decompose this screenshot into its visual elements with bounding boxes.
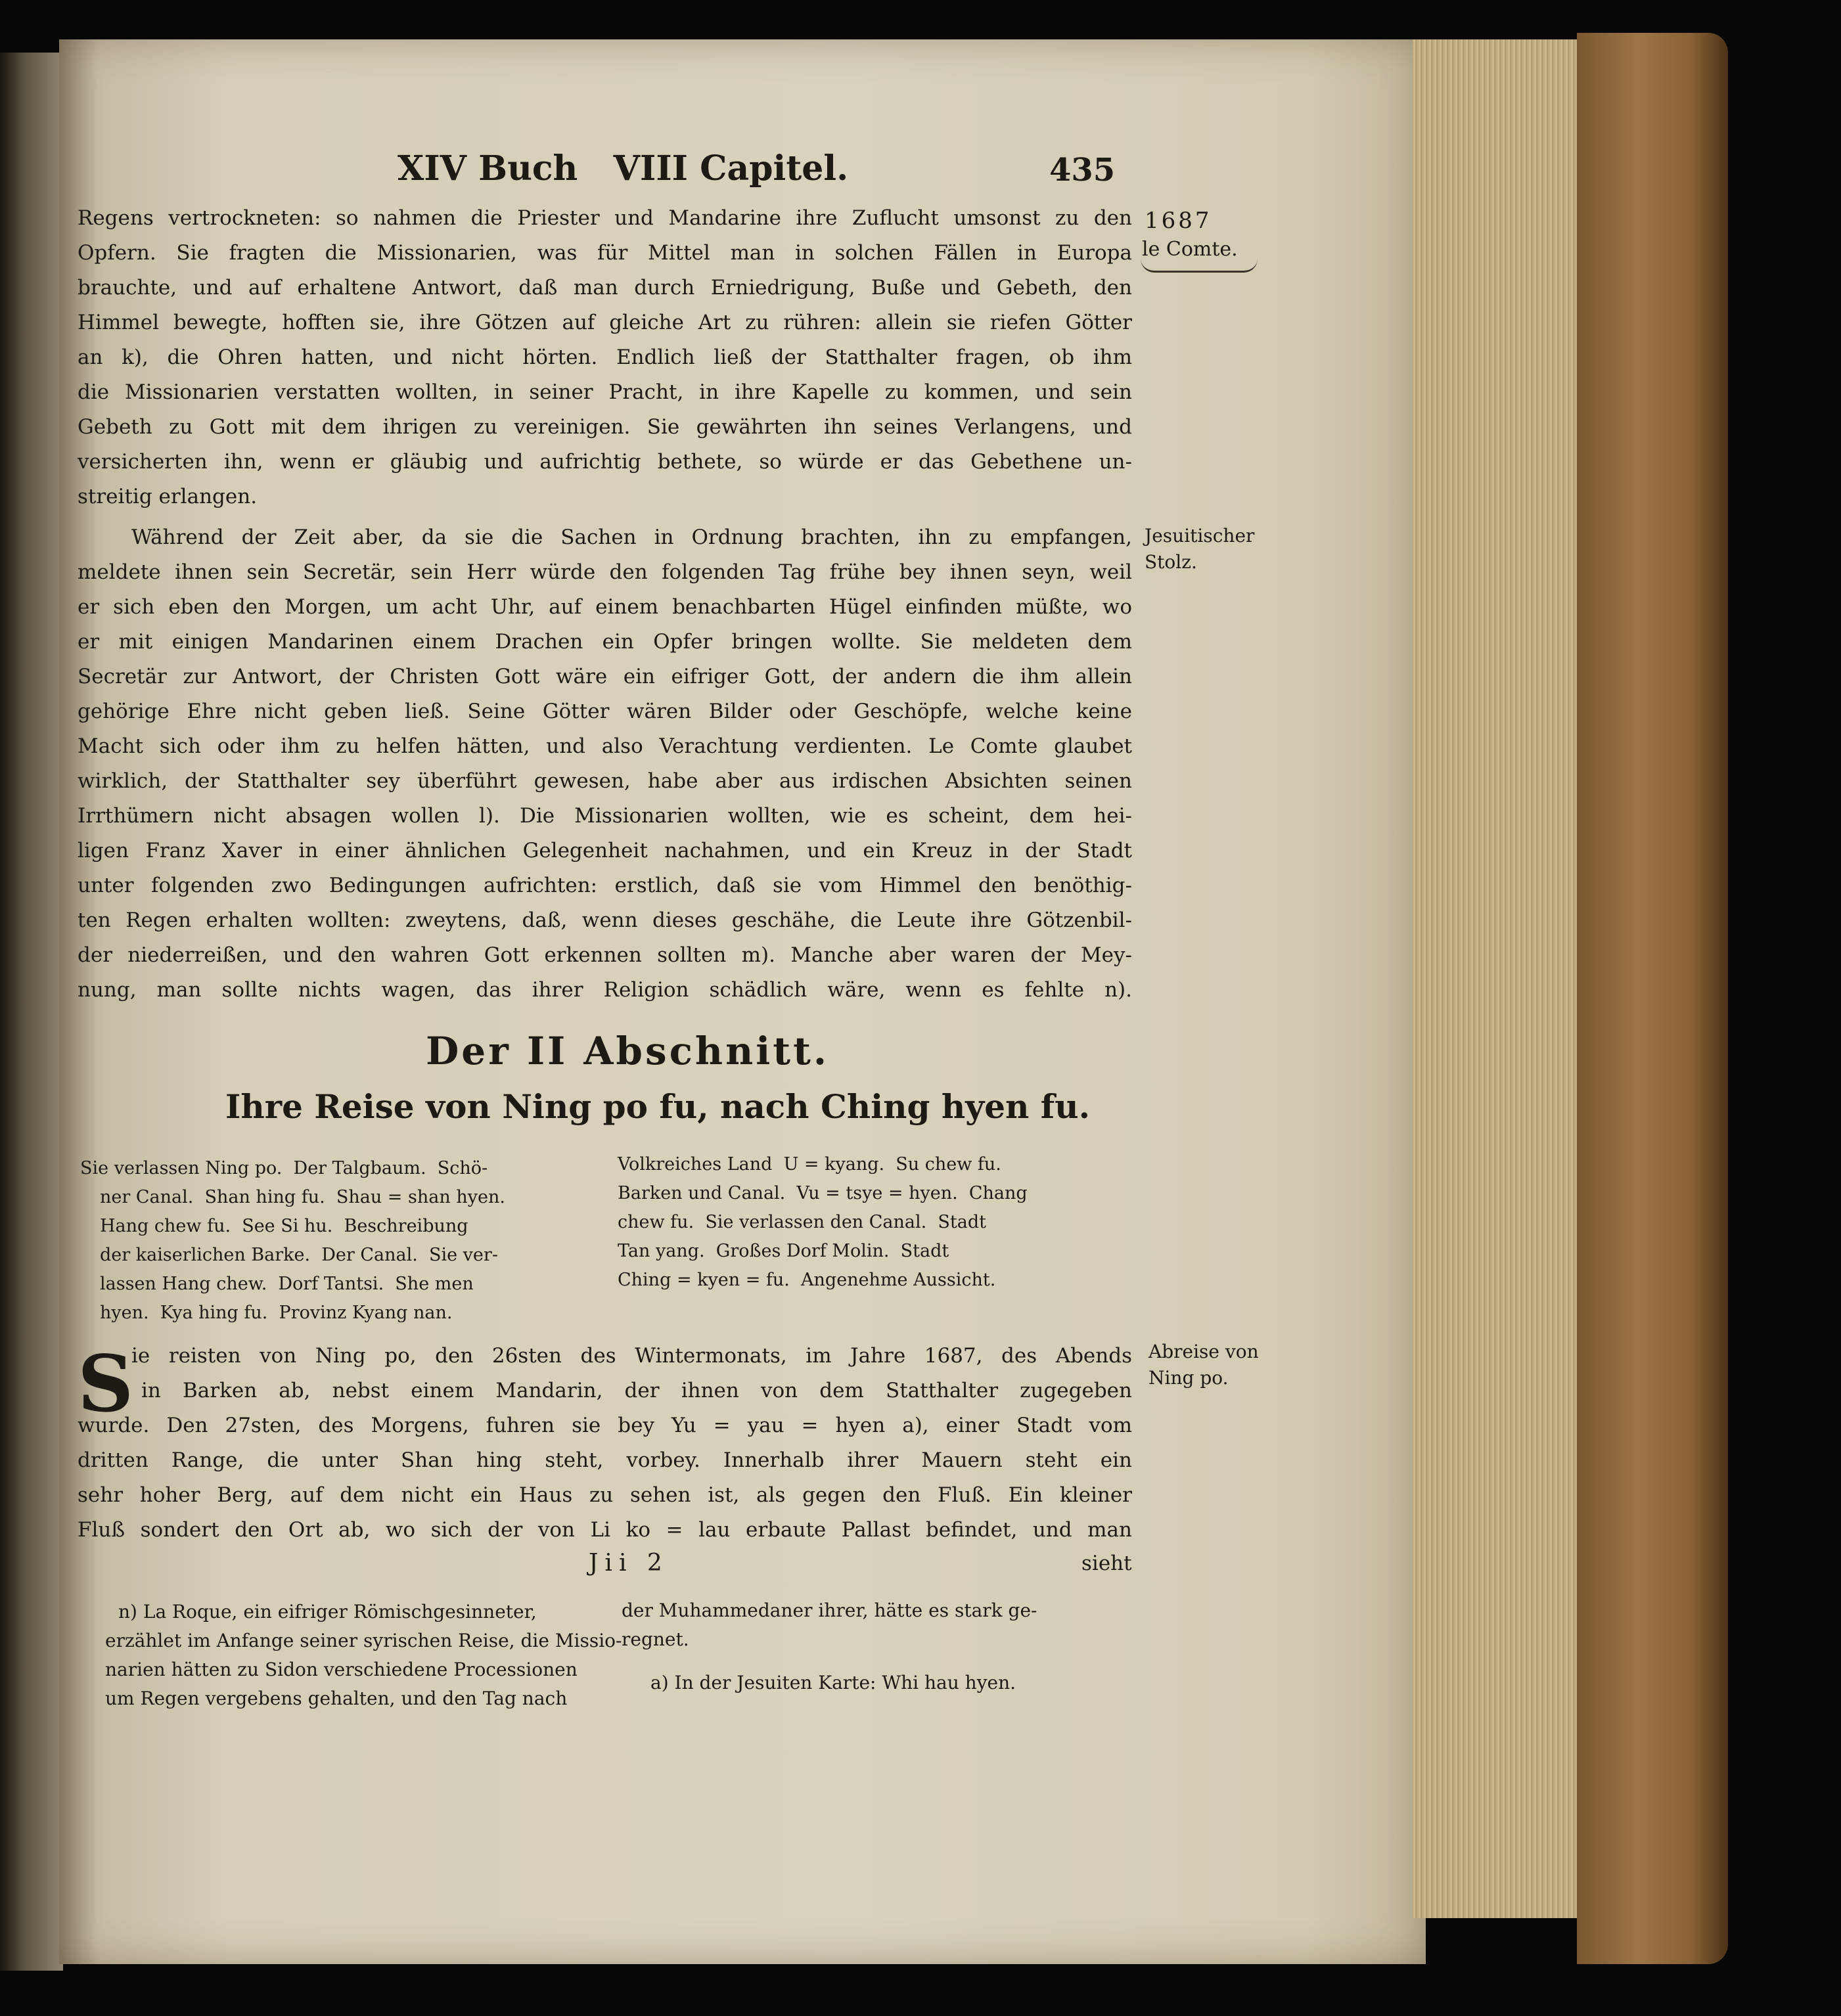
body-line: die Missionarien verstatten wollten, in seiner Pracht, in ihre Kapelle zu kommen, und sein (78, 380, 1132, 404)
body-line: Regens vertrockneten: so nahmen die Priester und Mandarine ihre Zuflucht umsonst zu den (78, 206, 1132, 230)
left-page-edge (0, 53, 63, 1971)
summary-line: ner Canal. Shan hing fu. Shau = shan hyen. (100, 1187, 505, 1207)
summary-line: Sie verlassen Ning po. Der Talgbaum. Schö- (80, 1158, 488, 1178)
body-line: Gebeth zu Gott mit dem ihrigen zu vereinigen. Sie gewährten ihn seines Verlangens, und (78, 415, 1132, 439)
margin-note-year: 1687 (1145, 208, 1212, 234)
body-line: sehr hoher Berg, auf dem nicht ein Haus zu sehen ist, als gegen den Fluß. Ein kleiner (78, 1483, 1132, 1507)
body-line: Irrthümern nicht absagen wollen l). Die Missionarien wollten, wie es scheint, dem hei- (78, 804, 1132, 828)
body-line: meldete ihnen sein Secretär, sein Herr würde den folgenden Tag frühe bey ihnen seyn, weil (78, 560, 1132, 584)
margin-note-departure: Ning po. (1148, 1367, 1229, 1389)
running-title: XIV Buch VIII Capitel. (398, 148, 849, 189)
margin-note-departure: Abreise von (1148, 1341, 1259, 1362)
drop-cap: S (78, 1338, 134, 1429)
margin-note-author: le Comte. (1142, 238, 1238, 261)
summary-line: hyen. Kya hing fu. Provinz Kyang nan. (100, 1303, 453, 1323)
footnote-line: um Regen vergebens gehalten, und den Tag nach (105, 1688, 568, 1709)
margin-note-jesuit: Jesuitischer (1145, 525, 1255, 547)
summary-line: chew fu. Sie verlassen den Canal. Stadt (618, 1212, 986, 1232)
body-line: wirklich, der Statthalter sey überführt gewesen, habe aber aus irdischen Absichten seinen (78, 769, 1132, 793)
body-line: brauchte, und auf erhaltene Antwort, daß man durch Erniedrigung, Buße und Gebeth, den (78, 276, 1132, 300)
body-line: Fluß sondert den Ort ab, wo sich der von Li ko = lau erbaute Pallast befindet, und man (78, 1518, 1132, 1542)
page-number: 435 (1049, 152, 1116, 189)
leather-binding (1577, 33, 1728, 1964)
body-line: der niederreißen, und den wahren Gott erkennen sollten m). Manche aber waren der Mey- (78, 943, 1132, 967)
body-line: er mit einigen Mandarinen einem Drachen ein Opfer bringen wollte. Sie meldeten dem (78, 630, 1132, 654)
footnote-line: a) In der Jesuiten Karte: Whi hau hyen. (650, 1672, 1016, 1693)
body-line: er sich eben den Morgen, um acht Uhr, auf einem benachbarten Hügel einfinden müßte, wo (78, 595, 1132, 619)
footnote-line: n) La Roque, ein eifriger Römischgesinneter, (118, 1601, 537, 1623)
body-line: in Barken ab, nebst einem Mandarin, der ihnen von dem Statthalter zugegeben (141, 1379, 1132, 1402)
body-line: versicherten ihn, wenn er gläubig und aufrichtig bethete, so würde er das Gebethene un- (78, 450, 1132, 474)
section-title: Der II Abschnitt. (426, 1029, 830, 1073)
footnote-line: regnet. (622, 1628, 689, 1650)
margin-brace (1141, 259, 1258, 273)
body-line: wurde. Den 27sten, des Morgens, fuhren sie bey Yu = yau = hyen a), einer Stadt vom (78, 1414, 1132, 1437)
body-line: ten Regen erhalten wollten: zweytens, daß, wenn dieses geschähe, die Leute ihre Götzenbil- (78, 908, 1132, 932)
signature-mark: Jii 2 (589, 1550, 669, 1577)
body-line: an k), die Ohren hatten, und nicht hörten. Endlich ließ der Statthalter fragen, ob ihm (78, 346, 1132, 369)
body-line: Secretär zur Antwort, der Christen Gott wäre ein eifriger Gott, der andern die ihm allein (78, 665, 1132, 688)
body-line: Macht sich oder ihm zu helfen hätten, und also Verachtung verdienten. Le Comte glaubet (78, 734, 1132, 758)
summary-line: Tan yang. Großes Dorf Molin. Stadt (618, 1241, 949, 1261)
summary-line: Ching = kyen = fu. Angenehme Aussicht. (618, 1270, 996, 1290)
body-line: unter folgenden zwo Bedingungen aufrichten: erstlich, daß sie vom Himmel den benöthig- (78, 874, 1132, 897)
margin-note-jesuit: Stolz. (1145, 551, 1197, 573)
body-line: Während der Zeit aber, da sie die Sachen in Ordnung brachten, ihn zu empfangen, (131, 526, 1132, 549)
summary-line: der kaiserlichen Barke. Der Canal. Sie ver- (100, 1245, 498, 1265)
body-line: gehörige Ehre nicht geben ließ. Seine Götter wären Bilder oder Geschöpfe, welche keine (78, 700, 1132, 723)
body-line: ligen Franz Xaver in einer ähnlichen Gelegenheit nachahmen, und ein Kreuz in der Stadt (78, 839, 1132, 862)
summary-line: Volkreiches Land U = kyang. Su chew fu. (618, 1154, 1001, 1175)
summary-line: lassen Hang chew. Dorf Tantsi. She men (100, 1274, 474, 1294)
body-line: ie reisten von Ning po, den 26sten des Wintermonats, im Jahre 1687, des Abends (131, 1344, 1132, 1368)
catchword: sieht (1081, 1552, 1132, 1575)
body-line: Opfern. Sie fragten die Missionarien, was für Mittel man in solchen Fällen in Europa (78, 241, 1132, 265)
footnote-line: narien hätten zu Sidon verschiedene Processionen (105, 1659, 578, 1680)
footnote-line: der Muhammedaner ihrer, hätte es stark ge- (622, 1600, 1037, 1621)
body-line: nung, man sollte nichts wagen, das ihrer Religion schädlich wäre, wenn es fehlte n). (78, 978, 1132, 1002)
page-edges (1413, 39, 1587, 1918)
body-line: dritten Range, die unter Shan hing steht, vorbey. Innerhalb ihrer Mauern steht ein (78, 1448, 1132, 1472)
body-line: streitig erlangen. (78, 485, 258, 508)
summary-line: Hang chew fu. See Si hu. Beschreibung (100, 1216, 468, 1236)
body-line: Himmel bewegte, hofften sie, ihre Götzen auf gleiche Art zu rühren: allein sie riefen Götter (78, 311, 1132, 334)
summary-line: Barken und Canal. Vu = tsye = hyen. Chang (618, 1183, 1028, 1203)
section-subtitle: Ihre Reise von Ning po fu, nach Ching hyen fu. (225, 1087, 1091, 1126)
footnote-line: erzählet im Anfange seiner syrischen Reise, die Missio- (105, 1630, 622, 1651)
